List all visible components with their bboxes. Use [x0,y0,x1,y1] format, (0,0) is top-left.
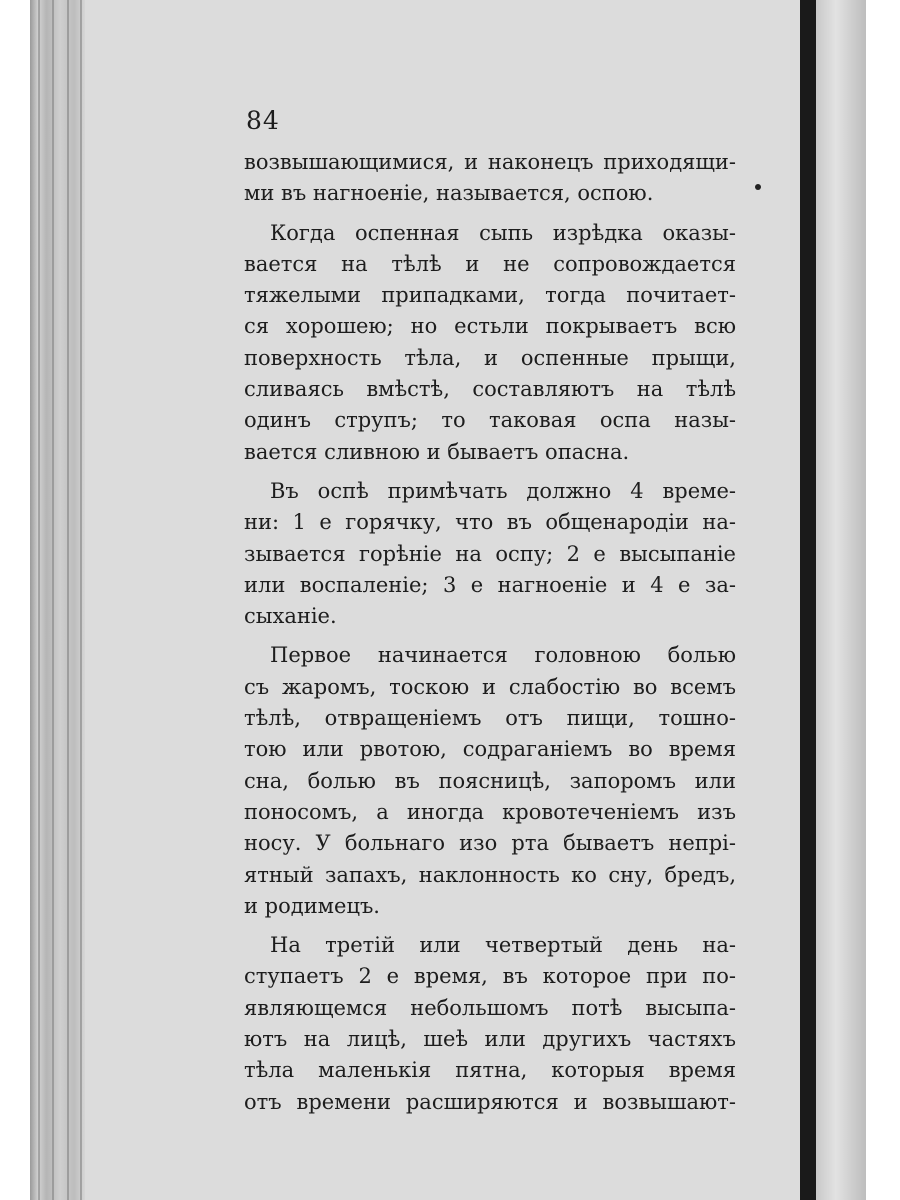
text-line: ни: 1 е горячку, что въ общенародіи на- [244,510,736,535]
text-line: отъ времени расширяются и возвышают- [244,1089,736,1114]
text-line: ми въ нагноеніе, называется, оспою. [244,181,654,206]
page-text [244,147,736,1118]
book-right-edge [816,0,866,1200]
text-line: одинъ струпъ; то таковая оспа назы- [244,408,736,433]
text-line: или воспаленіе; 3 е нагноеніе и 4 е за- [244,572,736,597]
text-line: сна, болью въ поясницѣ, запоромъ или [244,768,736,793]
text-line: ся хорошею; но естьли покрываетъ всю [244,314,736,339]
text-line: тяжелыми припадками, тогда почитает- [244,283,736,308]
text-line: носу. У больнаго изо рта бываетъ непрі- [244,831,736,856]
text-line: являющемся небольшомъ потѣ высыпа- [244,995,736,1020]
text-line: Въ оспѣ примѣчать должно 4 време- [270,478,736,503]
text-line: зывается горѣніе на оспу; 2 е высыпаніе [244,541,736,566]
text-line: ступаетъ 2 е время, въ которое при по- [244,964,736,989]
ink-mark [755,184,761,190]
text-line: тою или рвотою, содраганіемъ во время [244,737,736,762]
text-line: Первое начинается головною болью [270,643,736,668]
text-line: поверхность тѣла, и оспенные прыщи, [244,345,736,370]
text-line: возвышающимися, и наконецъ приходящи- [244,150,736,174]
text-line: съ жаромъ, тоскою и слабостію во всемъ [244,674,736,699]
text-line: На третій или четвертый день на- [270,933,736,958]
text-line: ятный запахъ, наклонность ко сну, бредъ, [244,862,736,887]
text-line: Когда оспенная сыпь изрѣдка оказы- [270,220,736,245]
text-line: сыханіе. [244,604,337,629]
page-shadow-bar [800,0,816,1200]
text-line: поносомъ, а иногда кровотеченіемъ изъ [244,799,736,824]
text-line: тѣла маленькія пятна, которыя время [244,1058,736,1083]
text-line: ютъ на лицѣ, шеѣ или другихъ частяхъ [244,1027,736,1052]
page-number: 84 [246,106,280,135]
text-line: и родимецъ. [244,893,380,918]
text-line: тѣлѣ, отвращеніемъ отъ пищи, тошно- [244,706,736,731]
text-line: сливаясь вмѣстѣ, составляютъ на тѣлѣ [244,377,736,402]
text-line: вается сливною и бываетъ опасна. [244,439,630,464]
text-line: вается на тѣлѣ и не сопровождается [244,251,736,276]
book-left-edge [30,0,85,1200]
